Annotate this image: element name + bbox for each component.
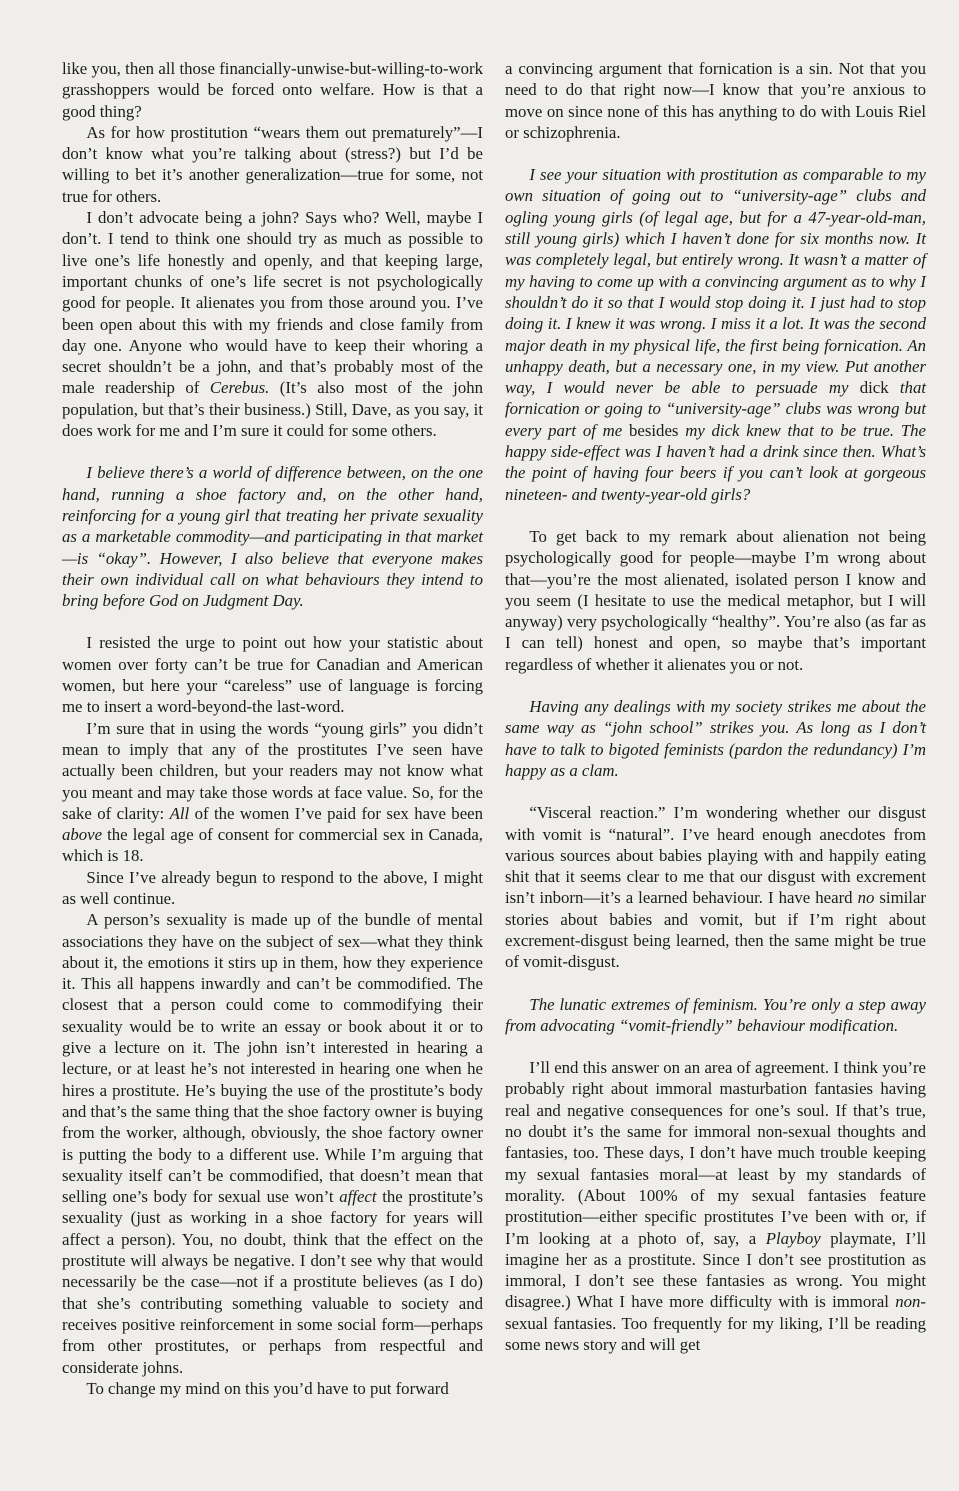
upright-word: besides: [629, 420, 679, 440]
emphasis: affect: [339, 1187, 377, 1207]
text-run: similar stories about babies and vomit, but if I’m right about excrement-disgust being learned, then the same might be true of vomit-disgust.: [505, 888, 926, 972]
paragraph: I resisted the urge to point out how your statistic about women over forty can’t be true for Canadian and American women, but here your “careless” use of language is forcing me to insert a word-beyond-the last-word.: [62, 633, 483, 717]
paragraph: [62, 909, 483, 1378]
paragraph: like you, then all those financially-unwise-but-willing-to-work grasshoppers would be forced onto welfare. How is that a good thing?: [62, 59, 483, 121]
text-run: that fornication or going to “university-age” clubs was wrong but every part of me: [505, 378, 926, 440]
quoted-paragraph: [505, 164, 926, 505]
emphasis: All: [169, 803, 190, 823]
paragraph: [62, 207, 483, 441]
upright-word: dick: [859, 378, 889, 398]
quoted-paragraph: The lunatic extremes of feminism. You’re only a step away from advocating “vomit-friendly” behaviour modification.: [505, 994, 926, 1035]
text-run: my dick knew that to be true. The happy side-effect was I haven’t had a drink since then. What’s the point of having four beers if you can’t look at gorgeous nineteen- and twenty-year-old girls?: [505, 420, 926, 504]
paragraph: As for how prostitution “wears them out prematurely”—I don’t know what you’re talking about (stress?) but I’d be willing to bet it’s another generalization—true for some, not true for others.: [62, 122, 483, 206]
paragraph: [505, 802, 926, 972]
text-run: A person’s sexuality is made up of the bundle of mental associations they have on the subject of sex—what they think about it, the emotions it stirs up in them, how they experience it. This all happens inwardly and can’t be commodified. The closest that a person could come to commodifying their sexuality would be to write an essay or book about it or to give a lecture on it. The john isn’t interested in hearing a lecture, or at least he’s not interested in hearing one when he hires a prostitute. He’s buying the use of the prostitute’s body and that’s the same thing that the shoe factory owner is buying from the worker, although, obviously, the shoe factory owner is putting the body to a different use. While I’m arguing that sexuality itself can’t be commodified, that doesn’t mean that selling one’s body for sexual use won’t: [62, 910, 483, 1207]
right-column: [505, 58, 926, 1491]
emphasis: above: [62, 825, 103, 845]
text-run: playmate, I’ll imagine her as a prostitute. Since I don’t see prostitution as immoral, I don’t see these fantasies as wrong. You might disagree.) What I have more difficulty with is immoral: [505, 1228, 927, 1312]
left-column: [62, 58, 483, 1491]
text-run: of the women I’ve paid for sex have been: [189, 803, 483, 823]
quoted-paragraph: Having any dealings with my society strikes me about the same way as “john school” strikes you. As long as I don’t have to talk to bigoted feminists (pardon the redundancy) I’m happy as a clam.: [505, 697, 926, 780]
quoted-paragraph: I believe there’s a world of difference between, on the one hand, running a shoe factory and, on the other hand, reinforcing for a young girl that treating her private sexuality as a marketable commodity—and participating in that market—is “okay”. However, I also believe that everyone makes their own individual call on what behaviours they intend to bring before God on Judgment Day.: [62, 463, 483, 611]
text-run: I’ll end this answer on an area of agreement. I think you’re probably right about immoral masturbation fantasies having real and negative consequences for one’s soul. If that’s true, no doubt it’s the same for immoral non-sexual thoughts and fantasies, too. These days, I don’t have much trouble keeping my sexual fantasies moral—at least by my standards of morality. (About 100% of my sexual fantasies feature prostitution—either specific prostitutes I’ve been with or, if I’m looking at a photo of, say, a: [505, 1058, 926, 1248]
paragraph: To get back to my remark about alienation not being psychologically good for people—maybe I’m wrong about that—you’re the most alienated, isolated person I know and you seem (I hesitate to use the medical metaphor, but I will anyway) very psychologically “healthy”. You’re also (as far as I can tell) honest and open, so maybe that’s important regardless of whether it alienates you or not.: [505, 526, 926, 674]
paragraph: To change my mind on this you’d have to put forward: [86, 1378, 449, 1398]
text-run: the prostitute’s sexuality (just as working in a shoe factory for years will affect a person). You, no doubt, think that the effect on the prostitute will always be negative. I don’t see why that would necessarily be the case—not if a prostitute believes (as I do) that she’s contributing something valuable to society and receives positive reinforcement in some social form—perhaps from other prostitutes, or perhaps from respectful and considerate johns.: [62, 1187, 483, 1377]
text-run: the legal age of consent for commercial sex in Canada, which is 18.: [62, 825, 483, 866]
emphasis: Cerebus.: [209, 378, 270, 398]
text-run: “Visceral reaction.” I’m wondering whether our disgust with vomit is “natural”. I’ve heard enough anecdotes from various sources about babies playing with and happily eating shit that it seems clear to me that our disgust with excrement isn’t inborn—it’s a learned behaviour. I have heard: [505, 803, 926, 908]
paragraph: [505, 1057, 926, 1355]
text-run: I don’t advocate being a john? Says who? Well, maybe I don’t. I tend to think one should try as much as possible to live one’s life honestly and openly, and that keeping large, important chunks of one’s life secret is not psychologically good for people. It alienates you from those around you. I’ve been open about this with my friends and close family from day one. Anyone who would have to keep their whoring a secret shouldn’t be a john, and that’s probably most of the male readership of: [62, 208, 483, 398]
paragraph: Since I’ve already begun to respond to the above, I might as well continue.: [62, 867, 483, 908]
emphasis: no: [857, 888, 875, 908]
paragraph: a convincing argument that fornication is a sin. Not that you need to do that right now—I know that you’re anxious to move on since none of this has anything to do with Louis Riel or schizophrenia.: [505, 59, 926, 142]
emphasis: non: [895, 1292, 921, 1312]
emphasis: Playboy: [765, 1228, 821, 1248]
paragraph: [62, 718, 483, 867]
text-run: -sexual fantasies. Too frequently for my liking, I’ll be reading some news story and will get: [505, 1292, 926, 1355]
text-run: I’m sure that in using the words “young girls” you didn’t mean to imply that any of the prostitutes I’ve seen have actually been children, but your readers may not know what you meant and may take those words at face value. So, for the sake of clarity:: [62, 718, 483, 823]
text-run: I see your situation with prostitution as comparable to my own situation of going out to “university-age” clubs and ogling young girls (of legal age, but for a 47-year-old-man, still young girls) which I haven’t done for six months now. It was completely legal, but entirely wrong. It wasn’t a matter of my having to come up with a convincing argument as to why I shouldn’t do it so that I would stop doing it. I just had to stop doing it. I knew it was wrong. I miss it a lot. It was the second major death in my physical life, the first being fornication. An unhappy death, but a necessary one, in my view. Put another way, I would never be able to persuade my: [505, 165, 926, 398]
text-run: (It’s also most of the john population, but that’s their business.) Still, Dave, as you say, it does work for me and I’m sure it could for some others.: [62, 378, 483, 441]
